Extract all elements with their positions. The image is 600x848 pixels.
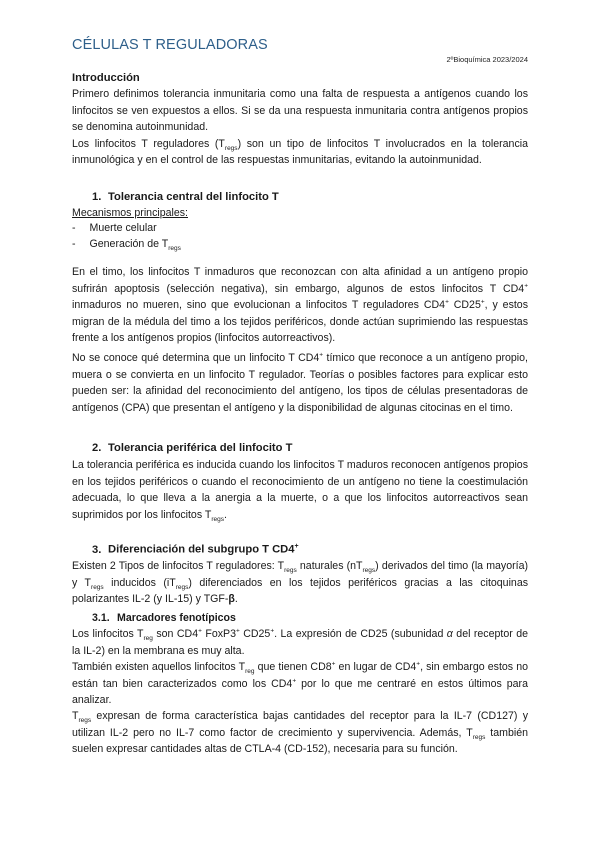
- section-3-paragraph-1: Existen 2 Tipos de linfocitos T reguladores: $T_{regs}$ naturales $(nT_{regs})$ derivados del timo (la mayoría) y $T_{regs}$ inducidos $(iT_{regs})$ diferenciados en los tejidos periféricos gracias a las citoquinas polarizantes IL-2 (y IL-15) y TGF-β.: [72, 560, 529, 605]
- intro-heading: Introducción: [72, 72, 140, 84]
- section-2-paragraph-1: La tolerancia periférica es inducida cuando los linfocitos T maduros reconocen antígenos propios en los tejidos periféricos o cuando el reconocimiento de un antígeno no tiene la coestimulación adecuada, lo que lleva a la anergia a la muerte, o a que los linfocitos autorreactivos sean suprimidos por los linfocitos $T_{regs}$.: [72, 459, 528, 523]
- subsection-3-1-paragraph-1: Los linfocitos $T_{reg}$ son CD4+ FoxP3+ CD25+. La expresión de CD25 (subunidad α del receptor de la IL-2) en la membrana es muy alta.: [72, 627, 528, 657]
- intro-paragraph-2: Los linfocitos T reguladores $(T_{regs})$ son un tipo de linfocitos T involucrados en la tolerancia inmunológica y en el control de las respuestas inmunitarias, evitando la autoinmunidad.: [72, 137, 528, 166]
- subsection-3-1-heading: 3.1. Marcadores fenotípicos: [92, 612, 236, 624]
- section-3-heading: 3. Diferenciación del subgrupo T CD4+: [92, 543, 299, 556]
- section-1-paragraph-2: No se conoce qué determina que un linfocito T CD4+ tímico que reconoce a un antígeno propio, muera o se convierta en un linfocito T regulador. Teorías o posibles factores para explicar esto pueden ser: la afinidad del reconocimiento del antígeno, los tipos de células presentadoras de antígenos (CPA) que presentan el antígeno y la disponibilidad de algunas citocinas en el timo.: [72, 351, 528, 414]
- subsection-3-1-paragraph-2: También existen aquellos linfocitos $T_{reg}$ que tienen CD8+ en lugar de CD4+, sin embargo estos no están tan bien caracterizados como los CD4+ por lo que me centraré en estos últimos para analizar.: [72, 660, 528, 706]
- intro-paragraph-1: Primero definimos tolerancia inmunitaria como una falta de respuesta a antígenos cuando los linfocitos se ven expuestos a ellos. Si se da una respuesta inmunitaria contra antígenos propios se denomina autoinmunidad.: [72, 88, 528, 133]
- section-2-heading: 2. Tolerancia periférica del linfocito T: [92, 442, 293, 454]
- list-item: - Generación de $T_{regs}$: [72, 238, 181, 253]
- mechanisms-label: Mecanismos principales:: [72, 207, 188, 219]
- document-title: CÉLULAS T REGULADORAS: [72, 37, 268, 53]
- section-1-paragraph-1: En el timo, los linfocitos T inmaduros que reconozcan con alta afinidad a un antígeno propio sufrirán apoptosis (selección negativa), sin embargo, algunos de estos linfocitos T CD4+ inmaduros no mueren, sino que evolucionan a linfocitos T reguladores CD4+ CD25+, y estos migran de la médula del timo a los tejidos periféricos, donde actúan suprimiendo las respuestas frente a los antígenos propios (linfocitos autorreactivos).: [72, 266, 528, 344]
- course-label: 2ºBioquímica 2023/2024: [446, 55, 528, 64]
- subsection-3-1-paragraph-3: $T_{regs}$ expresan de forma característica bajas cantidades del receptor para la IL-7 (CD127) y utilizan IL-2 pero no IL-7 como factor de crecimiento y supervivencia. Además, $T_{regs}$ también suelen expresar cantidades altas de CTLA-4 (CD-152), necesaria para su función.: [72, 710, 528, 755]
- list-item: - Muerte celular: [72, 222, 157, 234]
- section-1-heading: 1. Tolerancia central del linfocito T: [92, 191, 279, 203]
